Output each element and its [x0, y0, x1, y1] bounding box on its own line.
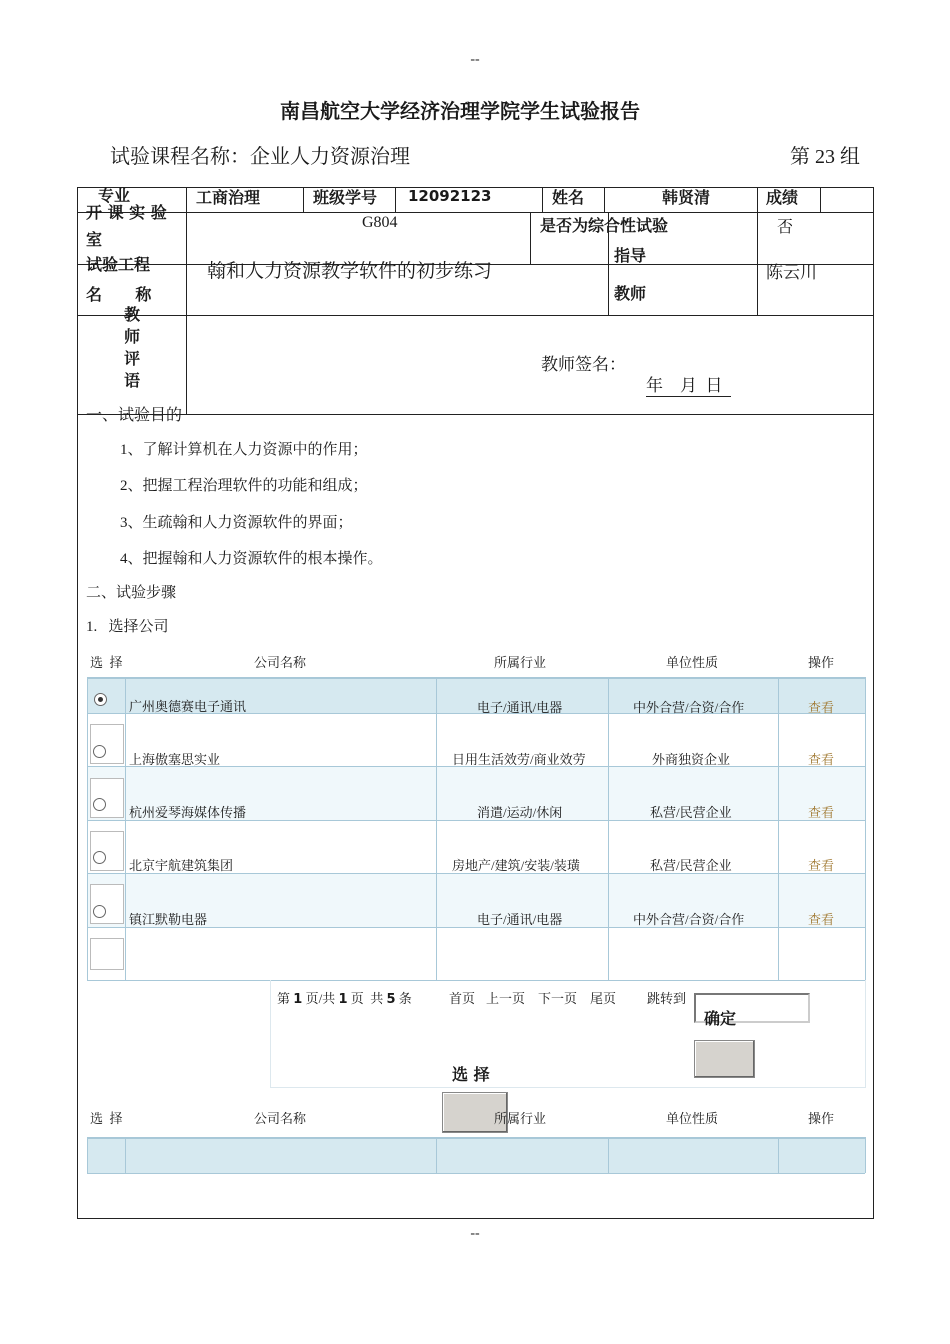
page-header-mark: --	[470, 52, 480, 67]
pagination-info: 第 1 页/共 1 页 共 5 条	[277, 991, 412, 1007]
col-header-type: 单位性质	[666, 655, 719, 670]
company-type: 私营/民营企业	[650, 858, 732, 873]
section-purpose-heading: 一、试验目的	[86, 407, 183, 424]
col-header-action: 操作	[808, 1111, 835, 1126]
purpose-item: 1、了解计算机在人力资源中的作用；	[120, 442, 368, 458]
company-name: 杭州爱琴海媒体传播	[129, 805, 247, 820]
view-link[interactable]: 查看	[808, 805, 835, 820]
project-value: 翰和人力资源教学软件的初步练习	[207, 261, 493, 282]
col-header-action: 操作	[808, 655, 835, 670]
advisor-value: 陈云川	[766, 263, 817, 282]
view-link[interactable]: 查看	[808, 912, 835, 927]
company-industry: 消遣/运动/休闲	[477, 805, 563, 820]
col-header-select: 选 择	[90, 1111, 123, 1126]
view-link[interactable]: 查看	[808, 700, 835, 715]
col-header-industry: 所属行业	[494, 655, 547, 670]
major-value: 工商治理	[196, 188, 261, 207]
company-name: 上海傲塞思实业	[129, 752, 221, 767]
company-name: 镇江默勒电器	[129, 912, 208, 927]
row-checkbox[interactable]	[90, 884, 124, 924]
company-type: 中外合营/合资/合作	[633, 912, 745, 927]
course-name: 试验课程名称：企业人力资源治理	[110, 146, 410, 168]
purpose-item: 3、生疏翰和人力资源软件的界面；	[120, 515, 353, 531]
col-header-company: 公司名称	[254, 1111, 307, 1126]
report-title: 南昌航空大学经济治理学院学生试验报告	[280, 99, 640, 123]
confirm-button[interactable]	[694, 1040, 755, 1078]
lab-label-cont: 室	[86, 230, 103, 249]
step-select-company: 1. 选择公司	[86, 619, 169, 635]
name-label: 姓名	[552, 188, 585, 207]
project-label-cont: 名 称	[86, 285, 152, 304]
company-type: 中外合营/合资/合作	[633, 700, 745, 715]
row-radio[interactable]	[93, 745, 106, 758]
confirm-button-label[interactable]: 确定	[704, 1009, 737, 1028]
teacher-signature-label: 教师签名：	[541, 355, 626, 374]
col-header-industry: 所属行业	[494, 1111, 547, 1126]
view-link[interactable]: 查看	[808, 858, 835, 873]
group-number: 第 23 组	[790, 146, 860, 168]
name-value: 韩贤清	[662, 188, 711, 207]
jump-label: 跳转到	[647, 991, 687, 1006]
first-page-link[interactable]: 首页	[449, 991, 476, 1006]
lab-value: G804	[362, 214, 398, 231]
prev-page-link[interactable]: 上一页	[486, 991, 526, 1006]
advisor-label-cont: 教师	[614, 284, 647, 303]
view-link[interactable]: 查看	[808, 752, 835, 767]
row-radio-selected[interactable]	[94, 693, 107, 706]
company-industry: 电子/通讯/电器	[477, 700, 563, 715]
comment-label: 教 师 评 语	[124, 305, 141, 390]
purpose-item: 2、把握工程治理软件的功能和组成；	[120, 478, 368, 494]
purpose-item: 4、把握翰和人力资源软件的根本操作。	[120, 551, 383, 567]
project-label: 试验工程	[86, 255, 151, 274]
score-label: 成绩	[766, 188, 799, 207]
class-label: 班级学号	[313, 188, 378, 207]
select-button-label[interactable]: 选 择	[452, 1065, 490, 1084]
col-header-company: 公司名称	[254, 655, 307, 670]
section-steps-heading: 二、试验步骤	[86, 585, 177, 601]
row-radio[interactable]	[93, 905, 106, 918]
next-page-link[interactable]: 下一页	[538, 991, 578, 1006]
class-value: 12092123	[408, 187, 492, 205]
major-label: 专业	[98, 186, 131, 205]
company-name: 广州奥德赛电子通讯	[129, 699, 247, 714]
company-industry: 房地产/建筑/安装/装璜	[452, 858, 580, 873]
comprehensive-value: 否	[777, 219, 794, 236]
company-type: 外商独资企业	[652, 752, 731, 767]
col-header-select: 选 择	[90, 655, 123, 670]
page-footer-mark: --	[470, 1226, 480, 1241]
row-checkbox[interactable]	[90, 724, 124, 764]
comprehensive-label: 是否为综合性试验	[540, 216, 669, 235]
signature-date: 年 月 日	[646, 371, 731, 397]
row-radio[interactable]	[93, 798, 106, 811]
empty-row-checkbox[interactable]	[90, 938, 124, 970]
last-page-link[interactable]: 尾页	[590, 991, 617, 1006]
company-industry: 电子/通讯/电器	[477, 912, 563, 927]
company-industry: 日用生活效劳/商业效劳	[452, 752, 586, 767]
company-name: 北京宇航建筑集团	[129, 858, 234, 873]
col-header-type: 单位性质	[666, 1111, 719, 1126]
lab-label: 开 课 实 验	[86, 203, 167, 222]
row-radio[interactable]	[93, 851, 106, 864]
company-type: 私营/民营企业	[650, 805, 732, 820]
advisor-label: 指导	[614, 246, 647, 265]
